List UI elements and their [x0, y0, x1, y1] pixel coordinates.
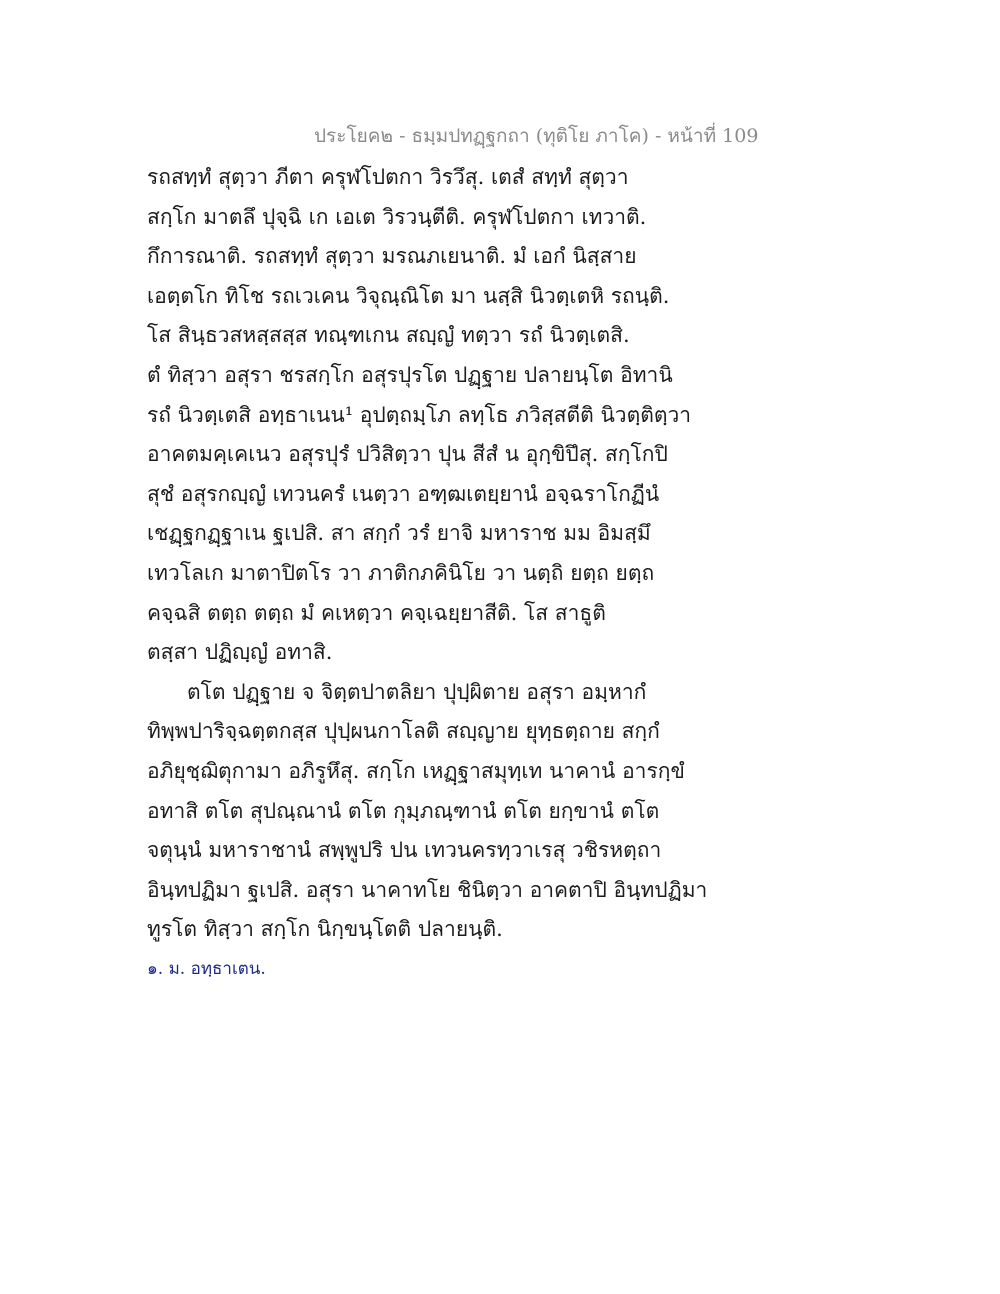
- text-line: โส สินฺธวสหสฺสสฺส ทณฺฑเกน สญฺญํ ทตฺวา รถํ นิวตฺเตสิ.: [147, 323, 630, 348]
- text-line: อินฺทปฏิมา ฐเปสิ. อสุรา นาคาทโย ชินิตฺวา อาคตาปิ อินฺทปฏิมา: [147, 877, 708, 902]
- text-line: จตุนฺนํ มหาราชานํ สพฺพูปริ ปน เทวนครทฺวาเรสุ วชิรหตฺถา: [147, 838, 662, 863]
- text-line: ตํ ทิสฺวา อสุรา ชรสกฺโก อสุรปุรโต ปฏฺฐาย ปลายนฺโต อิทานิ: [147, 362, 673, 387]
- text-line: เชฏฺฐกฏฺฐาเน ฐเปสิ. สา สกฺกํ วรํ ยาจิ มหาราช มม อิมสฺมึ: [147, 521, 651, 546]
- text-line: สุชํ อสุรกญฺญํ เทวนครํ เนตฺวา อฑฺฒเตยฺยานํ อจฺฉราโกฏีนํ: [147, 481, 660, 506]
- text-line: อาคตมคฺเคเนว อสุรปุรํ ปวิสิตฺวา ปุน สีสํ น อุกฺขิปึสุ. สกฺโกปิ: [147, 442, 668, 467]
- text-line: ตโต ปฏฺฐาย จ จิตฺตปาตลิยา ปุปฺผิตาย อสุรา อมฺหากํ: [187, 679, 647, 704]
- text-line: ทูรโต ทิสฺวา สกฺโก นิกฺขนฺโตติ ปลายนฺติ.: [147, 917, 503, 942]
- text-line: สกฺโก มาตลึ ปุจฺฉิ เก เอเต วิรวนฺตีติ. ครุฬโปตกา เทวาติ.: [147, 204, 647, 229]
- text-line: เทวโลเก มาตาปิตโร วา ภาติกภคินิโย วา นตฺถิ ยตฺถ ยตฺถ: [147, 560, 655, 585]
- text-line: กึการณาติ. รถสทฺทํ สุตฺวา มรณภเยนาติ. มํ เอกํ นิสฺสาย: [147, 244, 637, 269]
- footnote: ๑. ม. อทฺธาเตน.: [147, 959, 266, 979]
- text-line: อทาสิ ตโต สุปณฺณานํ ตโต กุมฺภณฺฑานํ ตโต ยกฺขานํ ตโต: [147, 798, 660, 823]
- text-line: รถสทฺทํ สุตฺวา ภีตา ครุฬโปตกา วิรวึสุ. เตสํ สทฺทํ สุตฺวา: [147, 165, 629, 189]
- text-line: เอตฺตโก ทิโช รถเวเคน วิจุณฺณิโต มา นสฺสิ นิวตฺเตหิ รถนฺติ.: [147, 283, 670, 308]
- text-line: ทิพฺพปาริจฺฉตฺตกสฺส ปุปฺผนกาโลติ สญฺญาย ยุทฺธตฺถาย สกฺกํ: [147, 719, 660, 744]
- text-line: รถํ นิวตฺเตสิ อทฺธาเนน¹ อุปตฺถมฺโภ ลทฺโธ ภวิสฺสตีติ นิวตฺติตฺวา: [147, 402, 692, 427]
- paragraph-1: [147, 158, 692, 673]
- paragraph-2: [147, 673, 708, 950]
- body-text: [147, 158, 708, 950]
- text-line: คจฺฉสิ ตตฺถ ตตฺถ มํ คเหตฺวา คจฺเฉยฺยาสีติ. โส สาธูติ: [147, 600, 606, 625]
- text-line: ตสฺสา ปฏิญฺญํ อทาสิ.: [147, 640, 333, 665]
- running-header: ประโยค๒ - ธมฺมปทฏฺฐกถา (ทุติโย ภาโค) - หน้าที่ 109: [314, 125, 759, 147]
- text-line: อภิยุชฺฌิตุกามา อภิรูหึสุ. สกฺโก เหฏฺฐาสมุทฺเท นาคานํ อารกฺขํ: [147, 758, 685, 783]
